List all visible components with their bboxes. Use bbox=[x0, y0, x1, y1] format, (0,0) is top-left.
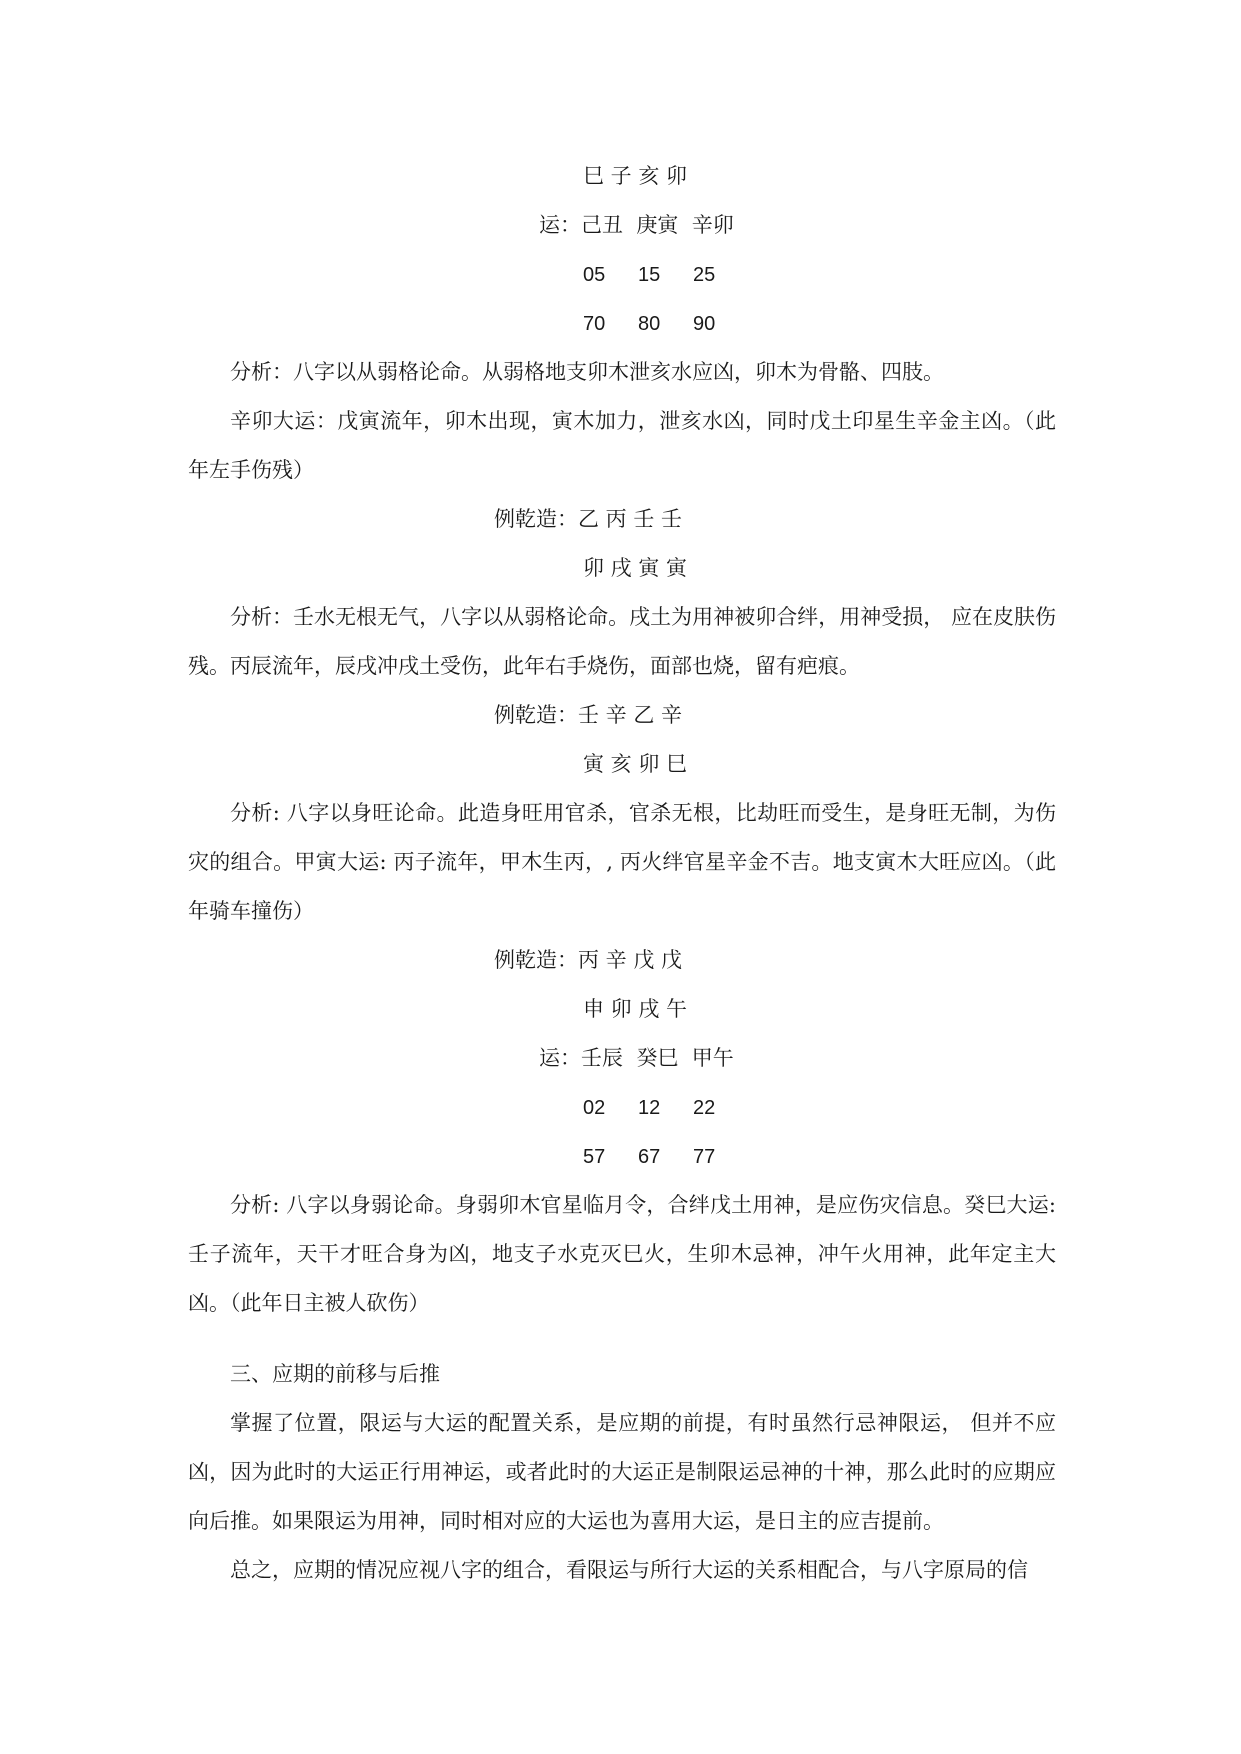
example-3-stems bbox=[188, 691, 1056, 740]
example-4-stems bbox=[188, 936, 1056, 985]
yun-label: 运： bbox=[539, 213, 581, 237]
yun-item: 壬辰 bbox=[581, 1046, 623, 1070]
section-heading: 三、应期的前移与后推 bbox=[230, 1362, 440, 1386]
yun-item: 庚寅 bbox=[636, 213, 679, 237]
section-gap bbox=[188, 1328, 1056, 1350]
age-value: 90 bbox=[693, 313, 716, 335]
age-value: 77 bbox=[693, 1146, 716, 1168]
example-label: 例乾造： bbox=[494, 507, 578, 531]
example-label: 例乾造： bbox=[494, 703, 578, 727]
yun-item: 甲午 bbox=[691, 1046, 734, 1070]
age-value: 80 bbox=[638, 313, 661, 335]
analysis-paragraph-3: 分析: 八字以身旺论命。此造身旺用官杀，官杀无根，比劫旺而受生，是身旺无制，为伤灾的组合。甲寅大运: 丙子流年，甲木生丙，, 丙火绊官星辛金不吉。地支寅木大旺应凶。（此年骑车撞伤） bbox=[188, 801, 1056, 923]
age-row-4b bbox=[188, 1132, 1056, 1181]
yun-line-4 bbox=[188, 1034, 1056, 1083]
body-paragraph-6: 总之，应期的情况应视八字的组合，看限运与所行大运的关系相配合，与八字原局的信 bbox=[230, 1558, 1028, 1582]
yun-label: 运： bbox=[539, 1046, 581, 1070]
yun-item: 辛卯 bbox=[691, 213, 734, 237]
yun-item: 癸巳 bbox=[636, 1046, 679, 1070]
age-value: 70 bbox=[583, 313, 606, 335]
analysis-paragraph-1b: 辛卯大运：戊寅流年，卯木出现，寅木加力，泄亥水凶，同时戊土印星生辛金主凶。（此年左手伤残） bbox=[188, 409, 1056, 482]
age-row-4a bbox=[188, 1083, 1056, 1132]
analysis-paragraph-2: 分析：壬水无根无气，八字以从弱格论命。戌土为用神被卯合绊，用神受损， 应在皮肤伤残。丙辰流年，辰戌冲戌土受伤，此年右手烧伤，面部也烧，留有疤痕。 bbox=[188, 605, 1056, 678]
example-3-branches: 寅 亥 卯 巳 bbox=[583, 752, 688, 776]
example-2-stems bbox=[188, 495, 1056, 544]
analysis-paragraph-1: 分析：八字以从弱格论命。从弱格地支卯木泄亥水应凶，卯木为骨骼、四肢。 bbox=[230, 360, 944, 384]
age-value: 15 bbox=[638, 264, 661, 286]
chart-branches-1: 巳 子 亥 卯 bbox=[583, 164, 688, 188]
age-value: 05 bbox=[583, 264, 606, 286]
age-row-1a bbox=[188, 250, 1056, 299]
analysis-paragraph-4: 分析: 八字以身弱论命。身弱卯木官星临月令，合绊戊土用神，是应伤灾信息。癸巳大运: 壬子流年，天干才旺合身为凶，地支子水克灭巳火，生卯木忌神，冲午火用神，此年定主大凶。（此年日主被人砍伤） bbox=[188, 1193, 1056, 1315]
chart-stems: 壬 辛 乙 辛 bbox=[578, 703, 683, 727]
chart-stems: 乙 丙 壬 壬 bbox=[578, 507, 683, 531]
yun-item: 己丑 bbox=[581, 213, 623, 237]
age-value: 25 bbox=[693, 264, 716, 286]
age-value: 12 bbox=[638, 1097, 661, 1119]
example-label: 例乾造： bbox=[494, 948, 578, 972]
example-2-branches: 卯 戌 寅 寅 bbox=[583, 556, 688, 580]
age-value: 57 bbox=[583, 1146, 606, 1168]
example-4-branches: 申 卯 戌 午 bbox=[583, 997, 688, 1021]
age-value: 22 bbox=[693, 1097, 716, 1119]
body-paragraph-5: 掌握了位置，限运与大运的配置关系，是应期的前提，有时虽然行忌神限运， 但并不应凶，因为此时的大运正行用神运，或者此时的大运正是制限运忌神的十神，那么此时的应期应向后推。如果限运为用神，同时相对应的大运也为喜用大运，是日主的应吉提前。 bbox=[188, 1411, 1056, 1533]
yun-line-1 bbox=[188, 201, 1056, 250]
age-value: 02 bbox=[583, 1097, 606, 1119]
age-value: 67 bbox=[638, 1146, 661, 1168]
chart-stems: 丙 辛 戊 戊 bbox=[578, 948, 683, 972]
age-row-1b bbox=[188, 299, 1056, 348]
document-page bbox=[188, 152, 1056, 1595]
